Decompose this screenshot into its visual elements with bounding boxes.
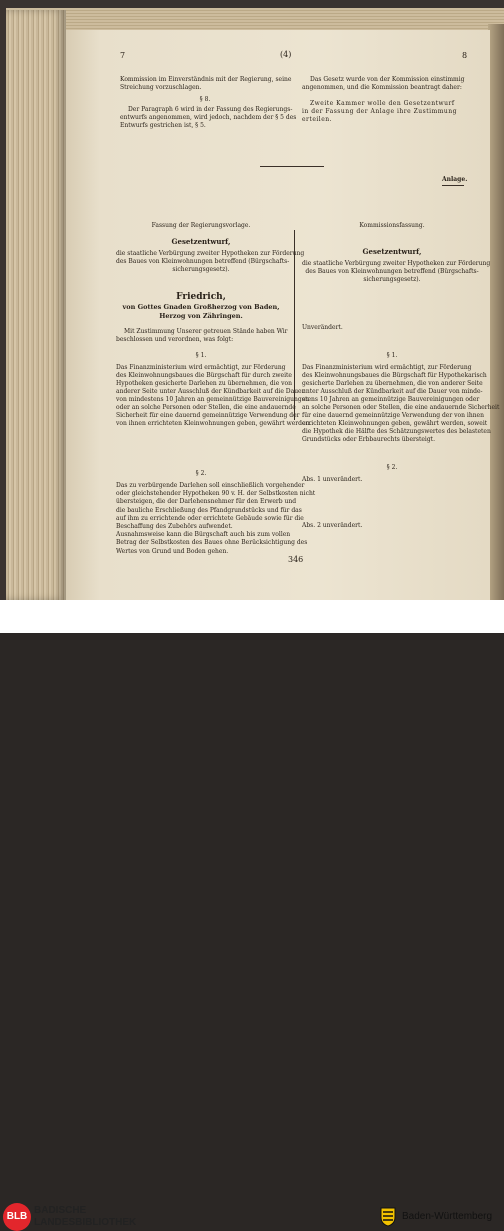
text-line: Beschaffung des Zubehörs aufwendet. xyxy=(116,523,233,530)
text-line: unter Ausschluß der Kündbarkeit auf die Dauer von minde- xyxy=(302,388,483,395)
library-footer xyxy=(0,600,504,1228)
right-abs-2: Abs. 2 unverändert. xyxy=(302,522,363,529)
separator-rule xyxy=(260,166,324,167)
scanned-book-page xyxy=(0,0,504,600)
text-line: übersteigen, die der Darlehensnehmer für den Erwerb und xyxy=(116,498,297,506)
text-line: errichteten Kleinwohnungen geben, gewährt werden, soweit xyxy=(302,420,488,427)
text-line: von ihnen errichteten Kleinwohnungen geben, gewährt werden. xyxy=(116,420,312,427)
text-line: auf ihm zu errichtende oder errichtete Gebäude sowie für die xyxy=(116,514,304,522)
top-left-line-1: Kommission im Einverständnis mit der Regierung, seine xyxy=(120,76,292,83)
text-line: die bauliche Erschließung des Pfandgrundstücks und für das xyxy=(116,506,302,514)
top-left-section: § 8. xyxy=(199,96,211,103)
text-line: anderer Seite unter Ausschluß der Kündbarkeit auf die Dauer xyxy=(116,388,305,395)
book-top-edge xyxy=(6,8,504,30)
ruler-title-1: von Gottes Gnaden Großherzog von Baden, xyxy=(122,303,280,311)
ruler-title-2: Herzog von Zähringen. xyxy=(159,312,243,320)
text-line: Grundstücks oder Erbbaurechts übersteigt. xyxy=(302,436,436,443)
text-line: Das Finanzministerium wird ermächtigt, zur Förderung xyxy=(302,364,472,371)
text-line: Wertes von Grund und Boden gehen. xyxy=(116,547,229,555)
text-line: für eine dauernd gemeinnützige Verwendung der von ihnen xyxy=(302,412,484,419)
annex-underline xyxy=(442,185,464,186)
text-line: oder gleichstehender Hypotheken 90 v. H. der Selbstkosten nicht xyxy=(116,490,316,498)
center-page-mark: (4) xyxy=(280,50,292,59)
right-subtitle-1: die staatliche Verbürgung zweiter Hypotheken zur Förderung xyxy=(302,260,491,267)
text-line: gesicherte Darlehen zu übernehmen, die von anderer Seite xyxy=(302,380,483,387)
left-subtitle-3: sicherungsgesetz). xyxy=(172,266,230,273)
top-right-line-4: in der Fassung der Anlage ihre Zustimmung xyxy=(302,108,457,115)
ruler-name: Friedrich, xyxy=(176,292,226,302)
blb-logo: BLB xyxy=(3,1203,31,1231)
intro-line-2: beschlossen und verordnen, was folgt: xyxy=(116,336,234,343)
top-right-line-2: angenommen, und die Kommission beantragt daher: xyxy=(302,84,462,91)
top-left-para-1: Der Paragraph 6 wird in der Fassung des Regierungs- xyxy=(128,106,293,113)
text-line: Das zu verbürgende Darlehen soll einschließlich vorgehender xyxy=(116,482,305,489)
right-unchanged: Unverändert. xyxy=(302,324,343,331)
bottom-page-number: 346 xyxy=(288,555,304,564)
page-sheet xyxy=(66,30,500,600)
top-right-line-3: Zweite Kammer wolle den Gesetzentwurf xyxy=(310,100,455,107)
right-subtitle-3: sicherungsgesetz). xyxy=(363,276,421,283)
text-line: des Kleinwohnungsbaues die Bürgschaft für Hypothekarisch xyxy=(302,372,487,379)
left-page-number: 7 xyxy=(120,51,126,60)
top-left-para-3: Entwurfs gestrichen ist, § 5. xyxy=(120,122,206,129)
left-col-header: Fassung der Regierungsvorlage. xyxy=(151,222,251,229)
text-line: Hypotheken gesicherte Darlehen zu übernehmen, die von xyxy=(116,380,293,387)
text-line: Das Finanzministerium wird ermächtigt, zur Förderung xyxy=(116,364,286,371)
right-abs-1: Abs. 1 unverändert. xyxy=(302,476,363,483)
text-line: stens 10 Jahren an gemeinnützige Bauvereinigungen oder xyxy=(302,396,480,403)
blb-name-line-1: BADISCHE xyxy=(34,1205,87,1216)
book-right-edge xyxy=(488,24,504,600)
text-line: oder an solche Personen oder Stellen, die eine andauernde xyxy=(116,404,296,411)
book-page-edges xyxy=(6,10,66,600)
right-col-header: Kommissionsfassung. xyxy=(359,222,425,229)
right-subtitle-2: des Baues von Kleinwohnungen betreffend (Bürgschafts- xyxy=(305,268,479,275)
intro-line-1: Mit Zustimmung Unserer getreuen Stände haben Wir xyxy=(124,328,288,335)
annex-label: Anlage. xyxy=(442,176,468,183)
right-page-number: 8 xyxy=(462,51,468,60)
blb-name-line-2: LANDESBIBLIOTHEK xyxy=(34,1217,137,1228)
right-section-2: § 2. xyxy=(386,464,398,471)
text-line: an solche Personen oder Stellen, die eine andauernde Sicherheit xyxy=(302,404,500,411)
right-title: Gesetzentwurf, xyxy=(362,247,422,256)
text-line: die Hypothek die Hälfte des Schätzungswertes des belasteten xyxy=(302,428,491,435)
text-line: Sicherheit für eine dauernd gemeinnützige Verwendung der xyxy=(116,412,300,419)
bw-coat-of-arms-icon xyxy=(378,1205,398,1227)
text-line: Ausnahmsweise kann die Bürgschaft auch bis zum vollen xyxy=(116,531,291,539)
text-line: des Kleinwohnungsbaues die Bürgschaft für durch zweite xyxy=(116,372,292,379)
left-section-2: § 2. xyxy=(195,470,207,477)
right-section-1: § 1. xyxy=(386,352,398,359)
top-right-line-1: Das Gesetz wurde von der Kommission einstimmig xyxy=(310,76,465,83)
blb-name xyxy=(34,1205,136,1229)
top-left-para-2: entwurfs angenommen, wird jedoch, nachdem der § 5 des xyxy=(120,114,297,121)
left-title: Gesetzentwurf, xyxy=(171,237,231,246)
left-subtitle-2: des Baues von Kleinwohnungen betreffend (Bürgschafts- xyxy=(116,258,290,265)
top-right-line-5: erteilen. xyxy=(302,116,333,123)
left-section-1: § 1. xyxy=(195,352,207,359)
text-line: Betrag der Selbstkosten des Baues ohne Berücksichtigung des xyxy=(116,539,308,547)
bw-text: Baden-Württemberg xyxy=(402,1211,493,1222)
left-subtitle-1: die staatliche Verbürgung zweiter Hypotheken zur Förderung xyxy=(116,250,305,257)
text-line: von mindestens 10 Jahren an gemeinnützige Bauvereinigungen xyxy=(116,396,310,403)
top-left-line-2: Streichung vorzuschlagen. xyxy=(120,84,202,91)
